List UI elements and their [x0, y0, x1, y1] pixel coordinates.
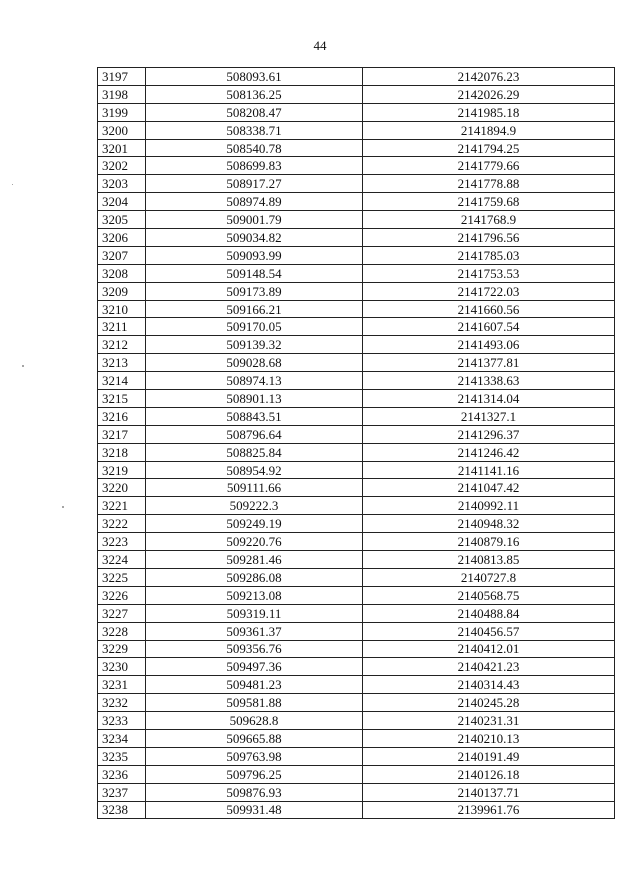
scan-speck [12, 184, 13, 185]
x-coordinate-cell: 509111.66 [146, 479, 363, 497]
point-number-cell: 3207 [98, 246, 146, 264]
table-row [98, 264, 615, 282]
x-coordinate-cell: 508974.89 [146, 193, 363, 211]
table-row [98, 586, 615, 604]
x-coordinate-cell: 509166.21 [146, 300, 363, 318]
y-coordinate-cell: 2140210.13 [363, 729, 615, 747]
y-coordinate-cell: 2140231.31 [363, 712, 615, 730]
x-coordinate-cell: 508208.47 [146, 103, 363, 121]
x-coordinate-cell: 509034.82 [146, 229, 363, 247]
point-number-cell: 3215 [98, 390, 146, 408]
y-coordinate-cell: 2141314.04 [363, 390, 615, 408]
x-coordinate-cell: 509286.08 [146, 568, 363, 586]
x-coordinate-cell: 508825.84 [146, 443, 363, 461]
point-number-cell: 3213 [98, 354, 146, 372]
point-number-cell: 3202 [98, 157, 146, 175]
point-number-cell: 3237 [98, 783, 146, 801]
y-coordinate-cell: 2140314.43 [363, 676, 615, 694]
point-number-cell: 3200 [98, 121, 146, 139]
y-coordinate-cell: 2140488.84 [363, 604, 615, 622]
y-coordinate-cell: 2141753.53 [363, 264, 615, 282]
y-coordinate-cell: 2141722.03 [363, 282, 615, 300]
table-row [98, 354, 615, 372]
x-coordinate-cell: 508917.27 [146, 175, 363, 193]
y-coordinate-cell: 2140948.32 [363, 515, 615, 533]
x-coordinate-cell: 509028.68 [146, 354, 363, 372]
x-coordinate-cell: 509876.93 [146, 783, 363, 801]
y-coordinate-cell: 2141047.42 [363, 479, 615, 497]
table-row [98, 747, 615, 765]
table-row [98, 282, 615, 300]
table-row [98, 604, 615, 622]
coordinates-table [97, 67, 615, 819]
table-body [98, 68, 615, 819]
point-number-cell: 3234 [98, 729, 146, 747]
x-coordinate-cell: 509173.89 [146, 282, 363, 300]
y-coordinate-cell: 2141985.18 [363, 103, 615, 121]
y-coordinate-cell: 2141785.03 [363, 246, 615, 264]
x-coordinate-cell: 509220.76 [146, 533, 363, 551]
table-row [98, 407, 615, 425]
table-row [98, 497, 615, 515]
y-coordinate-cell: 2141768.9 [363, 211, 615, 229]
y-coordinate-cell: 2141338.63 [363, 372, 615, 390]
y-coordinate-cell: 2141246.42 [363, 443, 615, 461]
y-coordinate-cell: 2141759.68 [363, 193, 615, 211]
y-coordinate-cell: 2140421.23 [363, 658, 615, 676]
point-number-cell: 3230 [98, 658, 146, 676]
x-coordinate-cell: 509170.05 [146, 318, 363, 336]
point-number-cell: 3219 [98, 461, 146, 479]
x-coordinate-cell: 509001.79 [146, 211, 363, 229]
point-number-cell: 3226 [98, 586, 146, 604]
point-number-cell: 3216 [98, 407, 146, 425]
y-coordinate-cell: 2141778.88 [363, 175, 615, 193]
scan-speck [22, 365, 24, 367]
table-row [98, 515, 615, 533]
table-row [98, 461, 615, 479]
table-row [98, 533, 615, 551]
point-number-cell: 3204 [98, 193, 146, 211]
table-row [98, 425, 615, 443]
y-coordinate-cell: 2141377.81 [363, 354, 615, 372]
x-coordinate-cell: 509931.48 [146, 801, 363, 819]
point-number-cell: 3232 [98, 694, 146, 712]
table-row [98, 157, 615, 175]
x-coordinate-cell: 509361.37 [146, 622, 363, 640]
point-number-cell: 3201 [98, 139, 146, 157]
table-row [98, 479, 615, 497]
table-row [98, 783, 615, 801]
x-coordinate-cell: 508699.83 [146, 157, 363, 175]
point-number-cell: 3221 [98, 497, 146, 515]
y-coordinate-cell: 2141141.16 [363, 461, 615, 479]
table-row [98, 246, 615, 264]
y-coordinate-cell: 2142076.23 [363, 68, 615, 86]
x-coordinate-cell: 508796.64 [146, 425, 363, 443]
point-number-cell: 3203 [98, 175, 146, 193]
point-number-cell: 3233 [98, 712, 146, 730]
point-number-cell: 3223 [98, 533, 146, 551]
point-number-cell: 3209 [98, 282, 146, 300]
table-row [98, 622, 615, 640]
point-number-cell: 3198 [98, 85, 146, 103]
table-row [98, 712, 615, 730]
y-coordinate-cell: 2139961.76 [363, 801, 615, 819]
point-number-cell: 3235 [98, 747, 146, 765]
table-row [98, 390, 615, 408]
y-coordinate-cell: 2140191.49 [363, 747, 615, 765]
y-coordinate-cell: 2140412.01 [363, 640, 615, 658]
point-number-cell: 3228 [98, 622, 146, 640]
x-coordinate-cell: 509581.88 [146, 694, 363, 712]
page-number: 44 [313, 38, 327, 53]
table-row [98, 68, 615, 86]
x-coordinate-cell: 508136.25 [146, 85, 363, 103]
table-row [98, 175, 615, 193]
table-row [98, 229, 615, 247]
y-coordinate-cell: 2140813.85 [363, 551, 615, 569]
x-coordinate-cell: 509628.8 [146, 712, 363, 730]
x-coordinate-cell: 509249.19 [146, 515, 363, 533]
x-coordinate-cell: 508954.92 [146, 461, 363, 479]
table-row [98, 640, 615, 658]
point-number-cell: 3217 [98, 425, 146, 443]
point-number-cell: 3227 [98, 604, 146, 622]
table-row [98, 85, 615, 103]
point-number-cell: 3231 [98, 676, 146, 694]
x-coordinate-cell: 508540.78 [146, 139, 363, 157]
y-coordinate-cell: 2141493.06 [363, 336, 615, 354]
point-number-cell: 3210 [98, 300, 146, 318]
scan-speck [62, 506, 64, 508]
point-number-cell: 3199 [98, 103, 146, 121]
point-number-cell: 3197 [98, 68, 146, 86]
y-coordinate-cell: 2142026.29 [363, 85, 615, 103]
point-number-cell: 3224 [98, 551, 146, 569]
x-coordinate-cell: 509222.3 [146, 497, 363, 515]
point-number-cell: 3206 [98, 229, 146, 247]
point-number-cell: 3229 [98, 640, 146, 658]
table-row [98, 336, 615, 354]
x-coordinate-cell: 508093.61 [146, 68, 363, 86]
point-number-cell: 3222 [98, 515, 146, 533]
table-row [98, 694, 615, 712]
table-row [98, 121, 615, 139]
x-coordinate-cell: 509497.36 [146, 658, 363, 676]
table-row [98, 103, 615, 121]
point-number-cell: 3205 [98, 211, 146, 229]
x-coordinate-cell: 509139.32 [146, 336, 363, 354]
y-coordinate-cell: 2140727.8 [363, 568, 615, 586]
y-coordinate-cell: 2141296.37 [363, 425, 615, 443]
x-coordinate-cell: 508901.13 [146, 390, 363, 408]
point-number-cell: 3236 [98, 765, 146, 783]
table-row [98, 765, 615, 783]
x-coordinate-cell: 508843.51 [146, 407, 363, 425]
x-coordinate-cell: 509281.46 [146, 551, 363, 569]
table-row [98, 372, 615, 390]
x-coordinate-cell: 509356.76 [146, 640, 363, 658]
y-coordinate-cell: 2140456.57 [363, 622, 615, 640]
point-number-cell: 3208 [98, 264, 146, 282]
y-coordinate-cell: 2140126.18 [363, 765, 615, 783]
table-row [98, 551, 615, 569]
x-coordinate-cell: 508338.71 [146, 121, 363, 139]
y-coordinate-cell: 2141660.56 [363, 300, 615, 318]
x-coordinate-cell: 509319.11 [146, 604, 363, 622]
y-coordinate-cell: 2141794.25 [363, 139, 615, 157]
table-row [98, 729, 615, 747]
point-number-cell: 3238 [98, 801, 146, 819]
x-coordinate-cell: 509148.54 [146, 264, 363, 282]
point-number-cell: 3214 [98, 372, 146, 390]
table-row [98, 193, 615, 211]
x-coordinate-cell: 509763.98 [146, 747, 363, 765]
point-number-cell: 3220 [98, 479, 146, 497]
y-coordinate-cell: 2141607.54 [363, 318, 615, 336]
x-coordinate-cell: 509093.99 [146, 246, 363, 264]
y-coordinate-cell: 2140245.28 [363, 694, 615, 712]
point-number-cell: 3212 [98, 336, 146, 354]
table-row [98, 443, 615, 461]
y-coordinate-cell: 2140992.11 [363, 497, 615, 515]
x-coordinate-cell: 509665.88 [146, 729, 363, 747]
y-coordinate-cell: 2140568.75 [363, 586, 615, 604]
table-row [98, 568, 615, 586]
point-number-cell: 3211 [98, 318, 146, 336]
y-coordinate-cell: 2140137.71 [363, 783, 615, 801]
table-row [98, 318, 615, 336]
point-number-cell: 3225 [98, 568, 146, 586]
y-coordinate-cell: 2141779.66 [363, 157, 615, 175]
y-coordinate-cell: 2141796.56 [363, 229, 615, 247]
y-coordinate-cell: 2141894.9 [363, 121, 615, 139]
y-coordinate-cell: 2140879.16 [363, 533, 615, 551]
table-row [98, 211, 615, 229]
table-row [98, 801, 615, 819]
point-number-cell: 3218 [98, 443, 146, 461]
table-row [98, 676, 615, 694]
x-coordinate-cell: 509481.23 [146, 676, 363, 694]
x-coordinate-cell: 508974.13 [146, 372, 363, 390]
table-row [98, 658, 615, 676]
y-coordinate-cell: 2141327.1 [363, 407, 615, 425]
table-row [98, 300, 615, 318]
x-coordinate-cell: 509213.08 [146, 586, 363, 604]
table-row [98, 139, 615, 157]
x-coordinate-cell: 509796.25 [146, 765, 363, 783]
